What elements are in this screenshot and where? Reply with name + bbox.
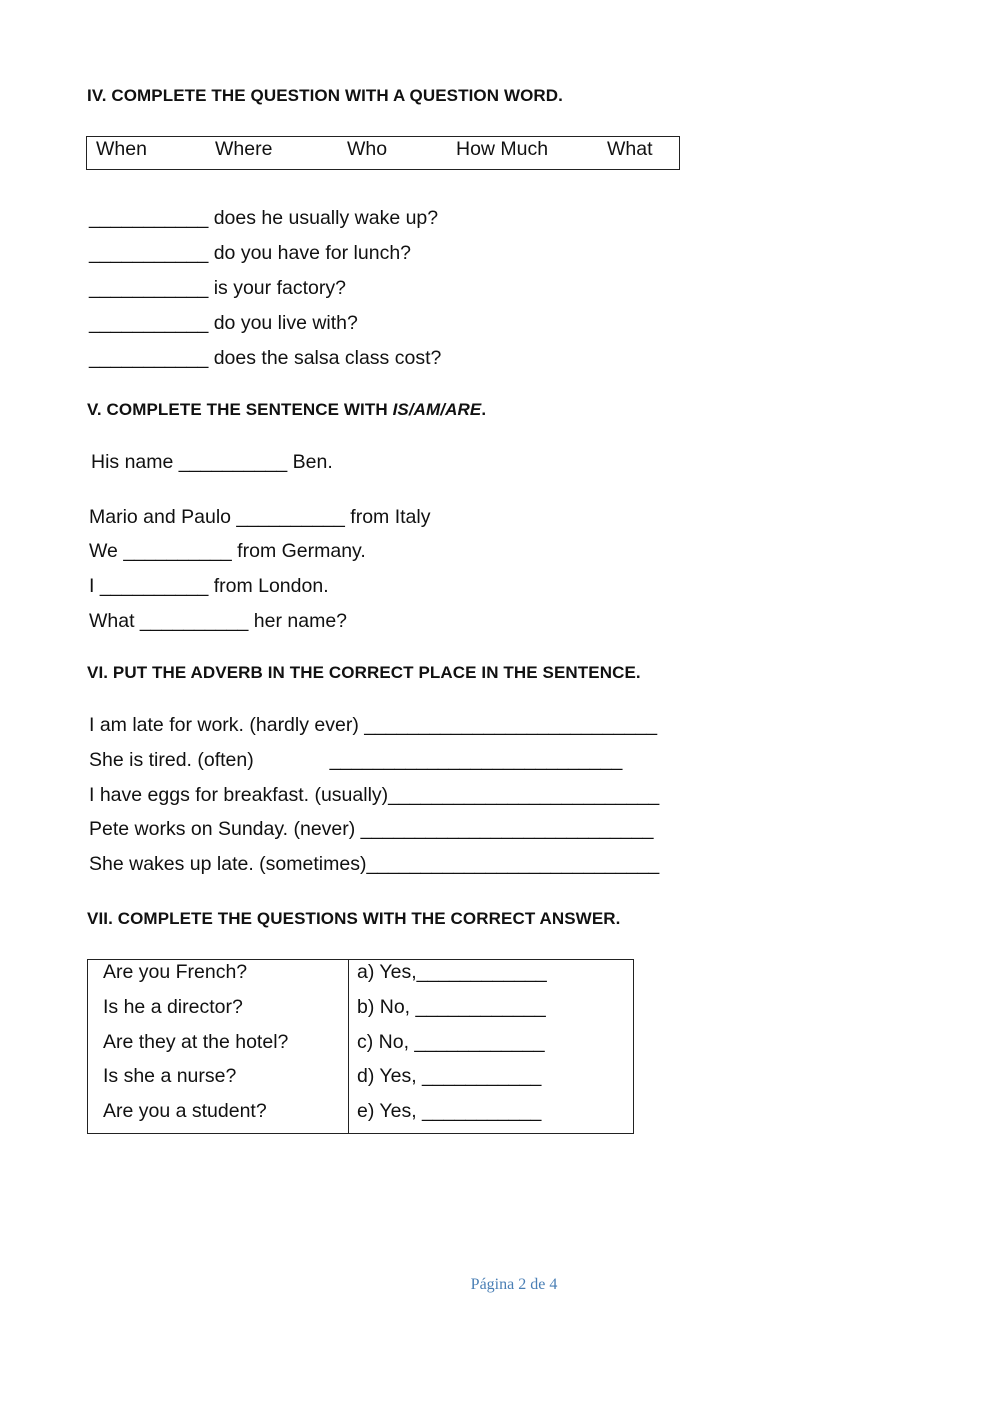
exercise-line: She is tired. (often) ___________________________: [89, 749, 623, 771]
question-cell: Is he a director?: [103, 996, 243, 1018]
question-word: Who: [347, 138, 388, 160]
table-divider: [348, 960, 349, 1133]
exercise-line: ___________ does he usually wake up?: [89, 207, 439, 229]
question-word: What: [607, 138, 653, 160]
question-word: When: [96, 138, 147, 160]
exercise-line: ___________ do you live with?: [89, 312, 358, 334]
exercise-line: I am late for work. (hardly ever) ___________________________: [89, 714, 658, 736]
question-cell: Are you a student?: [103, 1100, 267, 1122]
exercise-line: ___________ do you have for lunch?: [89, 242, 412, 264]
section-5-heading-suffix: .: [481, 400, 487, 419]
exercise-line: ___________ is your factory?: [89, 277, 346, 299]
exercise-line: His name __________ Ben.: [91, 451, 333, 473]
answer-cell: a) Yes,____________: [357, 961, 547, 983]
section-5-heading-prefix: V. COMPLETE THE SENTENCE WITH: [87, 400, 393, 419]
section-4-heading: IV. COMPLETE THE QUESTION WITH A QUESTION WORD.: [87, 86, 563, 105]
exercise-line: ___________ does the salsa class cost?: [89, 347, 442, 369]
answer-cell: d) Yes, ___________: [357, 1065, 542, 1087]
section-7-heading: VII. COMPLETE THE QUESTIONS WITH THE CORRECT ANSWER.: [87, 909, 621, 928]
section-5-heading-emphasis: IS/AM/ARE: [392, 400, 482, 419]
section-6-heading: VI. PUT THE ADVERB IN THE CORRECT PLACE IN THE SENTENCE.: [87, 663, 641, 682]
exercise-line: What __________ her name?: [89, 610, 348, 632]
answer-cell: b) No, ____________: [357, 996, 546, 1018]
question-word-box: [86, 136, 680, 170]
answer-cell: c) No, ____________: [357, 1031, 545, 1053]
exercise-line: I __________ from London.: [89, 575, 329, 597]
exercise-line: Mario and Paulo __________ from Italy: [89, 506, 431, 528]
page-number: Página 2 de 4: [470, 1276, 558, 1293]
exercise-line: I have eggs for breakfast. (usually)_________________________: [89, 784, 660, 806]
exercise-line: We __________ from Germany.: [89, 540, 366, 562]
exercise-line: Pete works on Sunday. (never) ___________________________: [89, 818, 654, 840]
question-cell: Is she a nurse?: [103, 1065, 237, 1087]
question-answer-table: [87, 959, 634, 1134]
question-cell: Are you French?: [103, 961, 248, 983]
question-cell: Are they at the hotel?: [103, 1031, 289, 1053]
question-word: How Much: [456, 138, 549, 160]
exercise-line: She wakes up late. (sometimes)___________________________: [89, 853, 660, 875]
answer-cell: e) Yes, ___________: [357, 1100, 542, 1122]
section-5-heading: [87, 400, 486, 420]
question-word: Where: [215, 138, 273, 160]
